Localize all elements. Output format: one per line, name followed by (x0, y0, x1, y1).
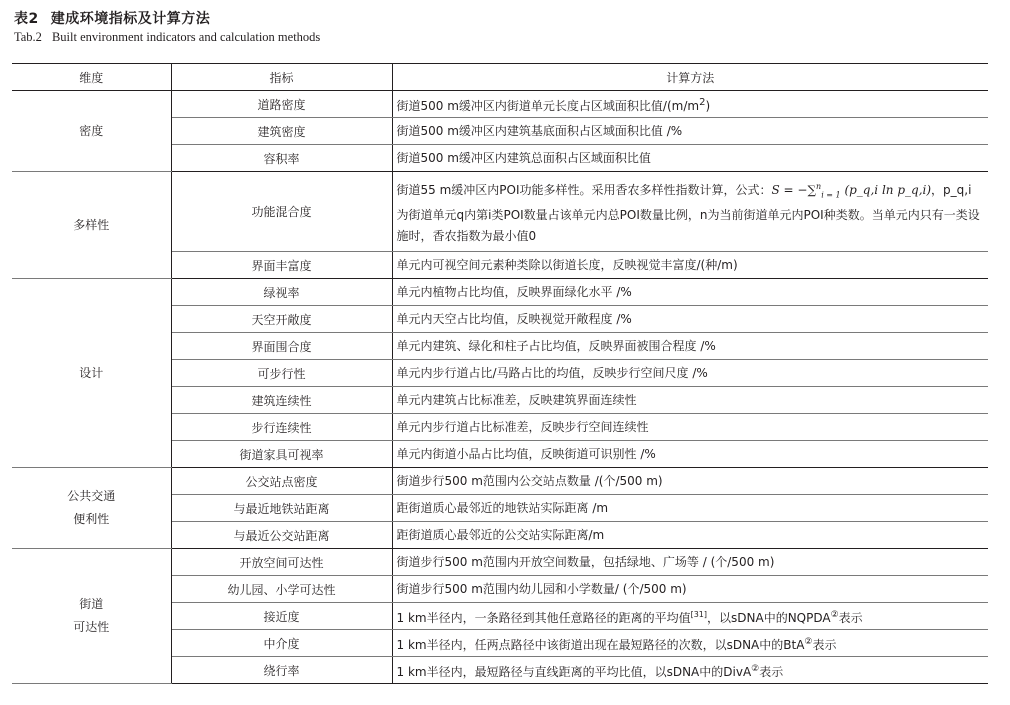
method-cell: 街道500 m缓冲区内建筑基底面积占区域面积比值 /% (392, 118, 988, 145)
formula-sum-top: n (816, 181, 822, 191)
indicator-cell: 道路密度 (171, 91, 392, 118)
indicator-cell: 容积率 (171, 145, 392, 172)
method-cell (392, 630, 988, 657)
indicator-cell: 建筑连续性 (171, 387, 392, 414)
method-text: 1 km半径内，任两点路径中该街道出现在最短路径的次数，以sDNA中的BtA (396, 637, 805, 652)
formula-sum-bottom: i = 1 (821, 190, 841, 200)
header-dimension: 维度 (12, 64, 171, 91)
method-text-tail: ) (705, 98, 711, 113)
table-caption-cn (14, 8, 210, 28)
table-number-cn: 表2 (14, 11, 39, 27)
dimension-density: 密度 (12, 91, 171, 172)
method-cell: 单元内步行道占比/马路占比的均值，反映步行空间尺度 /% (392, 360, 988, 387)
indicator-cell: 接近度 (171, 603, 392, 630)
note-mark: ② (751, 663, 760, 674)
header-indicator: 指标 (171, 64, 392, 91)
method-cell: 街道步行500 m范围内开放空间数量，包括绿地、广场等 / (个/500 m) (392, 549, 988, 576)
method-cell: 街道步行500 m范围内公交站点数量 /(个/500 m) (392, 468, 988, 495)
dimension-diversity: 多样性 (12, 172, 171, 279)
table-number-en: Tab.2 (14, 30, 42, 44)
indicator-cell: 功能混合度 (171, 172, 392, 252)
method-cell: 单元内步行道占比标准差，反映步行空间连续性 (392, 414, 988, 441)
dimension-transit (12, 468, 171, 549)
indicator-cell: 可步行性 (171, 360, 392, 387)
indicator-cell: 建筑密度 (171, 118, 392, 145)
table-row (12, 468, 988, 495)
table-title-en: Built environment indicators and calculation methods (51, 30, 321, 44)
indicator-cell: 绕行率 (171, 657, 392, 684)
method-cell: 距街道质心最邻近的地铁站实际距离 /m (392, 495, 988, 522)
indicator-cell: 中介度 (171, 630, 392, 657)
indicator-cell: 步行连续性 (171, 414, 392, 441)
dimension-label: 街道 可达性 (73, 597, 110, 634)
method-cell: 街道500 m缓冲区内建筑总面积占区域面积比值 (392, 145, 988, 172)
method-cell (392, 657, 988, 684)
method-text-end: 表示 (838, 610, 863, 625)
method-cell: 单元内植物占比均值，反映界面绿化水平 /% (392, 279, 988, 306)
method-text: 1 km半径内，最短路径与直线距离的平均比值，以sDNA中的DivA (396, 664, 752, 679)
method-cell: 单元内可视空间元素种类除以街道长度，反映视觉丰富度/(种/m) (392, 252, 988, 279)
method-cell (392, 91, 988, 118)
indicators-table (12, 63, 988, 684)
method-text-end: 表示 (759, 664, 784, 679)
indicator-cell: 公交站点密度 (171, 468, 392, 495)
indicator-cell: 开放空间可达性 (171, 549, 392, 576)
table-row (12, 172, 988, 252)
method-cell: 单元内建筑占比标准差，反映建筑界面连续性 (392, 387, 988, 414)
method-cell: 距街道质心最邻近的公交站实际距离/m (392, 522, 988, 549)
method-cell: 街道步行500 m范围内幼儿园和小学数量/ (个/500 m) (392, 576, 988, 603)
method-cell: 单元内街道小品占比均值，反映街道可识别性 /% (392, 441, 988, 468)
table-row (12, 279, 988, 306)
indicator-cell: 界面丰富度 (171, 252, 392, 279)
table-row (12, 549, 988, 576)
method-text-rest: ，p_q,i 为街道单元q内第i类POI数量占该单元内总POI数量比例，n为当前街道单元内POI种类数。当单元内只有一类设施时，香农指数为最小值0 (396, 182, 980, 244)
table-title-cn: 建成环境指标及计算方法 (50, 11, 211, 27)
method-cell: 单元内建筑、绿化和柱子占比均值，反映界面被围合程度 /% (392, 333, 988, 360)
indicator-cell: 天空开敞度 (171, 306, 392, 333)
method-cell: 单元内天空占比均值，反映视觉开敞程度 /% (392, 306, 988, 333)
method-text-tail: ，以sDNA中的NQPDA (707, 610, 831, 625)
header-row (12, 64, 988, 91)
indicator-cell: 与最近地铁站距离 (171, 495, 392, 522)
method-text-end: 表示 (812, 637, 837, 652)
indicator-cell: 幼儿园、小学可达性 (171, 576, 392, 603)
shannon-formula: S = −∑$^n_{i = 1}$ (p_q,i ln p_q,i) (771, 181, 932, 200)
note-mark: ② (830, 609, 839, 620)
method-cell (392, 172, 988, 252)
dimension-design: 设计 (12, 279, 171, 468)
dimension-accessibility (12, 549, 171, 684)
method-text: 街道55 m缓冲区内POI功能多样性。采用香农多样性指数计算，公式： (396, 182, 772, 197)
indicator-cell: 街道家具可视率 (171, 441, 392, 468)
method-cell (392, 603, 988, 630)
table-row (12, 91, 988, 118)
indicator-cell: 界面围合度 (171, 333, 392, 360)
method-text: 街道500 m缓冲区内街道单元长度占区域面积比值/(m/m (396, 98, 700, 113)
reference-mark: [31] (690, 609, 708, 619)
indicator-cell: 与最近公交站距离 (171, 522, 392, 549)
method-text: 1 km半径内，一条路径到其他任意路径的距离的平均值 (396, 610, 691, 625)
dimension-label: 公共交通 便利性 (67, 489, 116, 526)
table-caption-en (14, 30, 320, 45)
header-method: 计算方法 (392, 64, 988, 91)
superscript: 2 (699, 96, 706, 108)
indicator-cell: 绿视率 (171, 279, 392, 306)
note-mark: ② (804, 636, 813, 647)
